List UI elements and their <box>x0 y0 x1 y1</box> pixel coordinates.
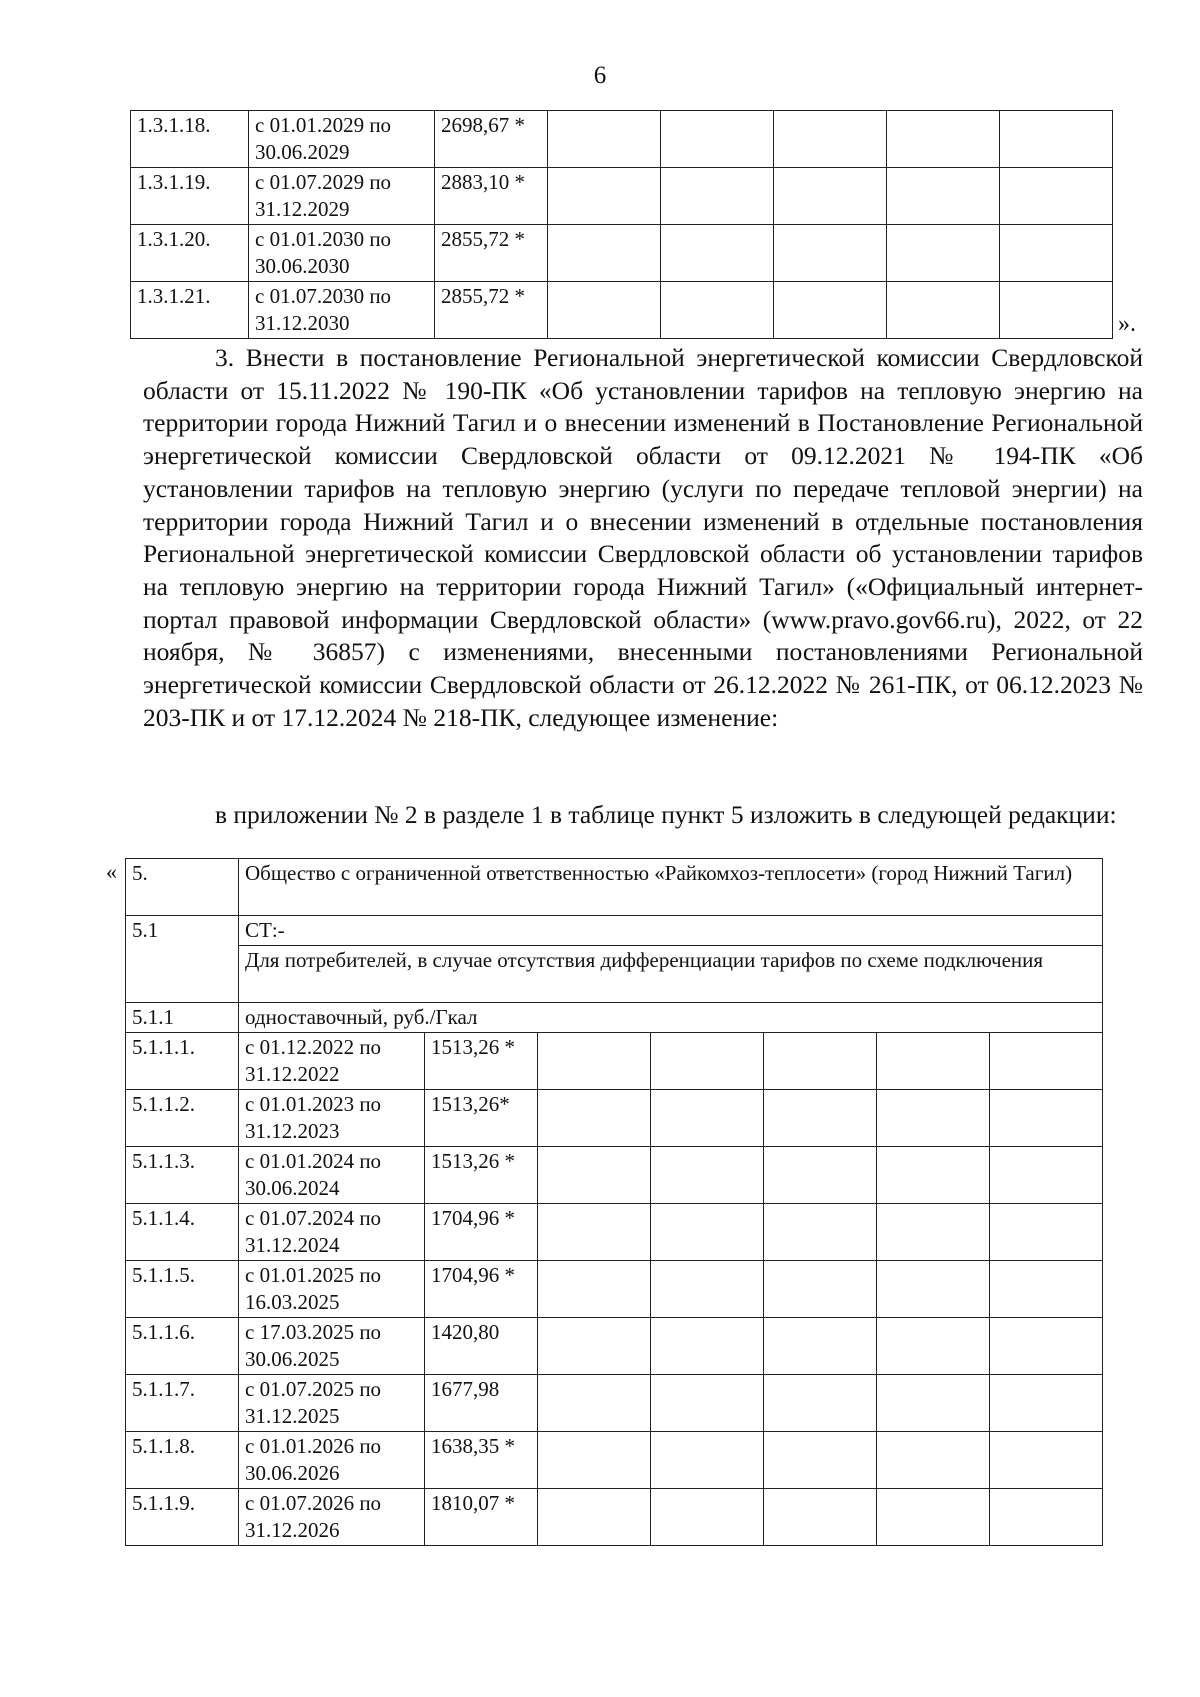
row-tariff-code: СТ:- <box>239 916 1103 946</box>
period-end: 31.12.2024 <box>245 1233 340 1257</box>
row-period <box>249 282 435 339</box>
row-value: 1420,80 <box>425 1318 538 1375</box>
table-header-row <box>126 859 1103 916</box>
period-end: 30.06.2030 <box>255 254 350 278</box>
row-period <box>249 225 435 282</box>
empty-cell <box>548 168 661 225</box>
row-period <box>239 1432 425 1489</box>
empty-cell <box>764 1261 877 1318</box>
opening-quote-mark: « <box>106 859 117 884</box>
row-number: 5.1.1.7. <box>126 1375 239 1432</box>
empty-cell <box>651 1261 764 1318</box>
empty-cell <box>651 1033 764 1090</box>
table-bottom-body <box>126 859 1103 1546</box>
empty-cell <box>1000 282 1113 339</box>
period-start: с 01.01.2026 по <box>245 1434 382 1458</box>
empty-cell <box>764 1090 877 1147</box>
empty-cell <box>887 282 1000 339</box>
header-number: 5. <box>126 859 239 916</box>
period-start: с 01.01.2029 по <box>255 113 392 137</box>
empty-cell <box>887 111 1000 168</box>
row-period <box>249 168 435 225</box>
empty-cell <box>651 1489 764 1546</box>
empty-cell <box>774 168 887 225</box>
period-start: с 01.07.2024 по <box>245 1206 382 1230</box>
row-period <box>239 1147 425 1204</box>
period-end: 31.12.2022 <box>245 1062 340 1086</box>
empty-cell <box>877 1432 990 1489</box>
row-value: 1513,26 * <box>425 1147 538 1204</box>
row-value: 1704,96 * <box>425 1204 538 1261</box>
table-row <box>126 1489 1103 1546</box>
period-start: с 01.01.2025 по <box>245 1263 382 1287</box>
row-number: 5.1.1 <box>126 1003 239 1033</box>
empty-cell <box>1000 225 1113 282</box>
row-number: 5.1.1.8. <box>126 1432 239 1489</box>
period-end: 31.12.2023 <box>245 1119 340 1143</box>
period-end: 30.06.2026 <box>245 1461 340 1485</box>
row-value: 1513,26 * <box>425 1033 538 1090</box>
empty-cell <box>651 1375 764 1432</box>
empty-cell <box>877 1147 990 1204</box>
empty-cell <box>764 1375 877 1432</box>
empty-cell <box>764 1033 877 1090</box>
period-start: с 01.07.2030 по <box>255 284 392 308</box>
table-row <box>126 1033 1103 1090</box>
table-row <box>126 1375 1103 1432</box>
empty-cell <box>538 1204 651 1261</box>
period-start: с 01.07.2025 по <box>245 1377 382 1401</box>
table-row <box>126 946 1103 1003</box>
table-row <box>126 1147 1103 1204</box>
empty-cell <box>764 1147 877 1204</box>
period-end: 30.06.2025 <box>245 1347 340 1371</box>
row-tariff-type: одноставочный, руб./Гкал <box>239 1003 1103 1033</box>
empty-cell <box>548 282 661 339</box>
empty-cell <box>651 1432 764 1489</box>
empty-cell <box>538 1147 651 1204</box>
empty-cell <box>538 1090 651 1147</box>
row-consumer-description: Для потребителей, в случае отсутствия дифференциации тарифов по схеме подключения <box>239 946 1103 1003</box>
empty-cell <box>990 1261 1103 1318</box>
row-number: 5.1.1.9. <box>126 1489 239 1546</box>
period-start: с 01.01.2024 по <box>245 1149 382 1173</box>
empty-cell <box>661 282 774 339</box>
empty-cell <box>877 1261 990 1318</box>
empty-cell <box>877 1489 990 1546</box>
table-row <box>126 1318 1103 1375</box>
empty-cell <box>887 168 1000 225</box>
empty-cell <box>774 282 887 339</box>
table-row <box>126 1261 1103 1318</box>
table-row <box>131 111 1113 168</box>
empty-cell <box>887 225 1000 282</box>
paragraph-3: 3. Внести в постановление Региональной энергетической комиссии Свердловской области от 15.11.2022 № 190-ПК «Об установлении тарифов на тепловую энергию на территории города Нижний Тагил и о внесении изменений в Постановление Региональной энергетической комиссии Свердловской области от 09.12.2021 № 194-ПК «Об установлении тарифов на тепловую энергию (услуги по передаче тепловой энергии) на территории города Нижний Тагил и о внесении изменений в отдельные постановления Региональной энергетической комиссии Свердловской области об установлении тарифов на тепловую энергию на территории города Нижний Тагил» («Официальный интернет-портал правовой информации Свердловской области» (www.pravo.gov66.ru), 2022, от 22 ноября, № 36857) с изменениями, внесенными постановлениями Региональной энергетической комиссии Свердловской области от 26.12.2022 № 261-ПК, от 06.12.2023 № 203-ПК и от 17.12.2024 № 218-ПК, следующее изменение: <box>143 343 1143 732</box>
empty-cell <box>548 225 661 282</box>
header-organization: Общество с ограниченной ответственностью «Райкомхоз-теплосети» (город Нижний Тагил) <box>239 859 1103 916</box>
empty-cell <box>990 1432 1103 1489</box>
table-top-body <box>131 111 1113 339</box>
period-start: с 01.01.2023 по <box>245 1092 382 1116</box>
row-period <box>239 1090 425 1147</box>
empty-cell <box>651 1147 764 1204</box>
period-start: с 01.07.2029 по <box>255 170 392 194</box>
row-value: 2883,10 * <box>435 168 548 225</box>
empty-cell <box>774 225 887 282</box>
empty-cell <box>877 1375 990 1432</box>
row-value: 2698,67 * <box>435 111 548 168</box>
empty-cell <box>990 1375 1103 1432</box>
empty-cell <box>877 1204 990 1261</box>
empty-cell <box>538 1261 651 1318</box>
empty-cell <box>990 1318 1103 1375</box>
empty-cell <box>990 1204 1103 1261</box>
period-start: с 01.07.2026 по <box>245 1491 382 1515</box>
period-end: 30.06.2024 <box>245 1176 340 1200</box>
row-value: 2855,72 * <box>435 225 548 282</box>
period-end: 16.03.2025 <box>245 1290 340 1314</box>
row-value: 1810,07 * <box>425 1489 538 1546</box>
table-row <box>126 1204 1103 1261</box>
row-period <box>239 1318 425 1375</box>
page-number: 6 <box>593 62 607 89</box>
empty-cell <box>538 1432 651 1489</box>
row-number: 5.1.1.3. <box>126 1147 239 1204</box>
empty-cell <box>764 1489 877 1546</box>
tariff-table-item-5 <box>125 858 1103 1546</box>
table-row <box>126 1432 1103 1489</box>
empty-cell <box>661 111 774 168</box>
row-period <box>239 1489 425 1546</box>
empty-cell <box>764 1204 877 1261</box>
period-end: 31.12.2029 <box>255 197 350 221</box>
empty-cell <box>548 111 661 168</box>
period-end: 31.12.2025 <box>245 1404 340 1428</box>
row-number: 5.1 <box>126 916 239 1003</box>
empty-cell <box>661 168 774 225</box>
row-period <box>239 1375 425 1432</box>
table-row <box>126 1003 1103 1033</box>
empty-cell <box>764 1318 877 1375</box>
row-period <box>239 1033 425 1090</box>
table-row <box>131 225 1113 282</box>
empty-cell <box>1000 111 1113 168</box>
closing-quote-mark: ». <box>1118 311 1136 337</box>
empty-cell <box>990 1147 1103 1204</box>
empty-cell <box>990 1090 1103 1147</box>
empty-cell <box>877 1318 990 1375</box>
row-value: 1638,35 * <box>425 1432 538 1489</box>
row-number: 1.3.1.19. <box>131 168 249 225</box>
table-row <box>131 168 1113 225</box>
table-row <box>126 1090 1103 1147</box>
empty-cell <box>651 1318 764 1375</box>
paragraph-instruction: в приложении № 2 в разделе 1 в таблице пункт 5 изложить в следующей редакции: <box>215 800 1117 829</box>
period-end: 31.12.2030 <box>255 311 350 335</box>
empty-cell <box>877 1090 990 1147</box>
row-value: 2855,72 * <box>435 282 548 339</box>
table-row <box>126 916 1103 946</box>
row-number: 5.1.1.1. <box>126 1033 239 1090</box>
row-number: 5.1.1.2. <box>126 1090 239 1147</box>
empty-cell <box>774 111 887 168</box>
row-number: 1.3.1.18. <box>131 111 249 168</box>
empty-cell <box>877 1033 990 1090</box>
row-number: 1.3.1.20. <box>131 225 249 282</box>
row-number: 5.1.1.5. <box>126 1261 239 1318</box>
empty-cell <box>990 1489 1103 1546</box>
empty-cell <box>651 1204 764 1261</box>
row-number: 1.3.1.21. <box>131 282 249 339</box>
period-end: 31.12.2026 <box>245 1518 340 1542</box>
period-start: с 01.01.2030 по <box>255 227 392 251</box>
empty-cell <box>538 1375 651 1432</box>
empty-cell <box>990 1033 1103 1090</box>
empty-cell <box>538 1489 651 1546</box>
tariff-table-continuation <box>130 110 1113 339</box>
row-value: 1704,96 * <box>425 1261 538 1318</box>
empty-cell <box>1000 168 1113 225</box>
row-number: 5.1.1.6. <box>126 1318 239 1375</box>
row-period <box>249 111 435 168</box>
table-row <box>131 282 1113 339</box>
empty-cell <box>538 1318 651 1375</box>
empty-cell <box>661 225 774 282</box>
row-value: 1677,98 <box>425 1375 538 1432</box>
row-period <box>239 1261 425 1318</box>
row-value: 1513,26* <box>425 1090 538 1147</box>
period-start: с 17.03.2025 по <box>245 1320 382 1344</box>
empty-cell <box>764 1432 877 1489</box>
period-start: с 01.12.2022 по <box>245 1035 382 1059</box>
row-number: 5.1.1.4. <box>126 1204 239 1261</box>
empty-cell <box>651 1090 764 1147</box>
empty-cell <box>538 1033 651 1090</box>
period-end: 30.06.2029 <box>255 140 350 164</box>
row-period <box>239 1204 425 1261</box>
